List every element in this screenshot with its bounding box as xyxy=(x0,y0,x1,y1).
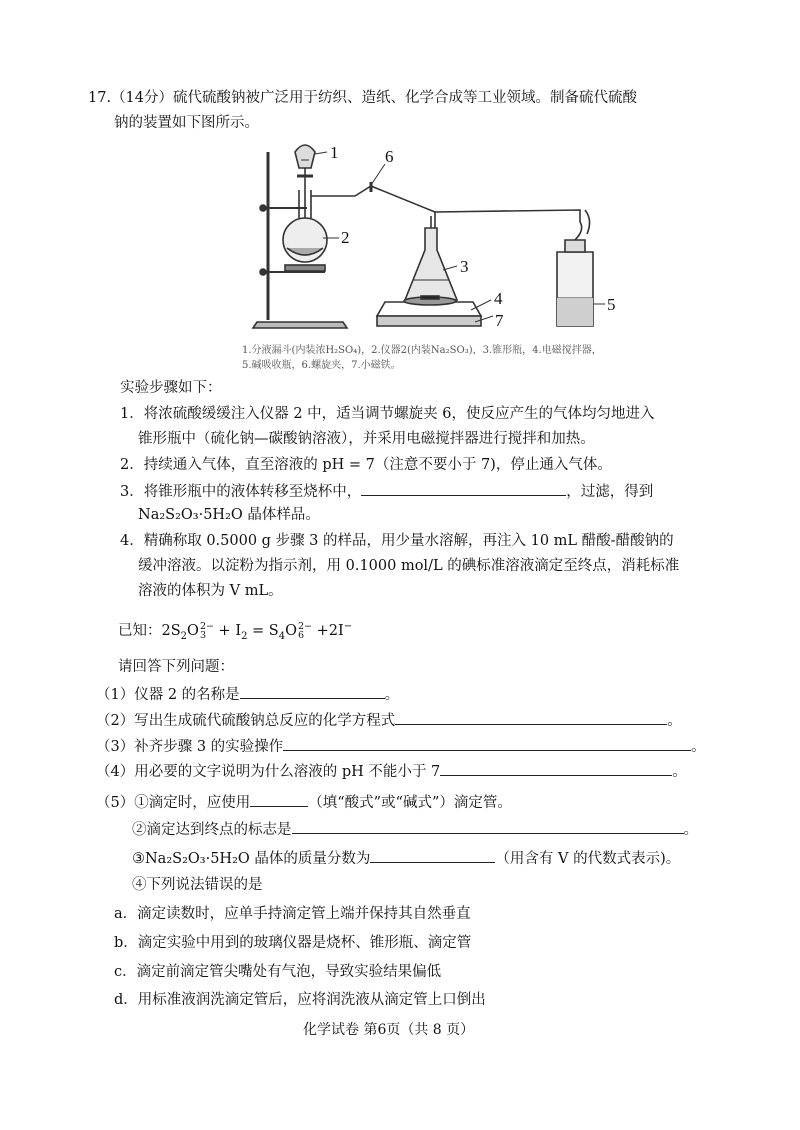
q5b-blank[interactable] xyxy=(292,818,684,834)
eq-sub: 3 xyxy=(199,630,206,641)
eq-sub: 2 xyxy=(180,630,188,642)
eq-stack-1 xyxy=(200,622,214,640)
label-2: 2 xyxy=(341,228,350,247)
eq-part: O xyxy=(187,623,199,639)
eq-part: = S xyxy=(247,623,279,639)
step-3-text-end: ，过滤，得到 xyxy=(566,484,654,500)
conical-flask xyxy=(405,228,457,300)
eq-sup: − xyxy=(343,621,353,633)
label-1: 1 xyxy=(330,143,339,162)
question-score: （14分） xyxy=(111,90,174,106)
q1-end: 。 xyxy=(384,687,400,703)
question-number: 17. xyxy=(88,90,112,106)
q5a-text: （5）①滴定时，应使用 xyxy=(96,795,251,811)
eq-part: + I xyxy=(213,623,242,639)
option-c: c．滴定前滴定管尖嘴处有气泡，导致实验结果偏低 xyxy=(114,964,442,980)
option-b: b．滴定实验中用到的玻璃仪器是烧杯、锥形瓶、滴定管 xyxy=(114,935,472,951)
step-3-blank[interactable] xyxy=(361,480,566,496)
step-1-line1: 1．将浓硫酸缓缓注入仪器 2 中，适当调节螺旋夹 6，使反应产生的气体均匀地进入 xyxy=(120,406,655,422)
q5c-text: ③Na₂S₂O₃·5H₂O 晶体的质量分数为 xyxy=(132,851,371,867)
eq-sup: 2− xyxy=(298,621,313,632)
steps-heading: 实验步骤如下： xyxy=(120,380,222,396)
eq-stack-2 xyxy=(298,622,312,640)
q5-d: ④下列说法错误的是 xyxy=(132,877,263,893)
eq-part: +2I xyxy=(312,623,344,639)
q5c-blank[interactable] xyxy=(370,847,495,863)
label-4: 4 xyxy=(494,289,503,308)
figure-caption-1: 1.分液漏斗(内装浓H₂SO₄)，2.仪器2(内装Na₂SO₃)，3.锥形瓶，4.电磁搅拌器， xyxy=(242,345,602,356)
q1-blank[interactable] xyxy=(240,683,385,699)
question-stem-line1 xyxy=(88,88,637,108)
flask-support xyxy=(285,265,325,271)
step-3-text: 3．将锥形瓶中的液体转移至烧杯中， xyxy=(120,484,362,500)
step-3-line1 xyxy=(120,480,653,502)
label-6: 6 xyxy=(385,147,394,166)
q2-text: （2）写出生成硫代硫酸钠总反应的化学方程式 xyxy=(96,713,396,729)
step-3-line2: Na₂S₂O₃·5H₂O 晶体样品。 xyxy=(138,507,320,523)
q3-text: （3）补齐步骤 3 的实验操作 xyxy=(96,739,284,755)
q3-blank[interactable] xyxy=(283,735,691,751)
eq-sub: 2 xyxy=(241,630,248,642)
step-1-line2: 锥形瓶中（硫化钠—碳酸钠溶液），并采用电磁搅拌器进行搅拌和加热。 xyxy=(138,431,595,447)
q4-end: 。 xyxy=(672,764,687,780)
q5-b xyxy=(132,818,698,840)
question-intro: 硫代硫酸钠被广泛用于纺织、造纸、化学合成等工业领域。制备硫代硫酸 xyxy=(173,90,638,106)
figure-caption-2: 5.碱吸收瓶，6.螺旋夹，7.小磁铁。 xyxy=(242,360,401,371)
stand-base xyxy=(253,322,347,328)
separatory-funnel xyxy=(295,145,315,168)
q4-text: （4）用必要的文字说明为什么溶液的 pH 不能小于 7 xyxy=(96,764,441,780)
eq-part: O xyxy=(285,623,298,639)
q5b-text: ②滴定达到终点的标志是 xyxy=(132,822,292,838)
q5a-blank[interactable] xyxy=(250,791,308,807)
q5-c xyxy=(132,847,680,869)
apparatus-figure xyxy=(235,130,625,340)
label-7: 7 xyxy=(495,311,504,330)
step-4-line1: 4．精确称取 0.5000 g 步骤 3 的样品，用少量水溶解，再注入 10 mL 醋酸-醋酸钠的 xyxy=(120,533,674,549)
q2-blank[interactable] xyxy=(395,709,667,725)
label-3: 3 xyxy=(460,257,469,276)
eq-sup: 2− xyxy=(199,621,214,632)
q1-text: （1）仪器 2 的名称是 xyxy=(96,687,240,703)
q2 xyxy=(96,709,682,731)
option-d: d．用标准液润洗滴定管后，应将润洗液从滴定管上口倒出 xyxy=(114,992,486,1008)
q4-blank[interactable] xyxy=(440,760,672,776)
known-equation xyxy=(118,621,352,641)
known-prefix: 已知： xyxy=(118,623,162,639)
q3 xyxy=(96,735,706,757)
q5b-end: 。 xyxy=(683,822,698,838)
eq-sub: 6 xyxy=(298,630,305,641)
q2-end: 。 xyxy=(667,713,682,729)
q3-end: 。 xyxy=(691,739,706,755)
q1 xyxy=(96,683,399,705)
step-2: 2．持续通入气体，直至溶液的 pH = 7（注意不要小于 7)，停止通入气体。 xyxy=(120,457,612,473)
step-4-line2: 缓冲溶液。以淀粉为指示剂，用 0.1000 mol/L 的碘标准溶液滴定至终点，消耗标准 xyxy=(138,558,680,574)
page-footer: 化学试卷 第6页（共 8 页） xyxy=(303,1022,475,1038)
q5a-text-end: （填“酸式”或“碱式”）滴定管。 xyxy=(308,795,512,811)
step-4-line3: 溶液的体积为 V mL。 xyxy=(138,583,283,599)
delivery-tube xyxy=(311,186,435,230)
question-stem-line2: 钠的装置如下图所示。 xyxy=(114,115,259,131)
option-a: a．滴定读数时，应单手持滴定管上端并保持其自然垂直 xyxy=(114,906,471,922)
q5c-text-end: （用含有 V 的代数式表示)。 xyxy=(495,851,681,867)
q5-a xyxy=(96,791,512,813)
stir-bar xyxy=(421,296,439,299)
questions-prompt: 请回答下列问题： xyxy=(118,659,234,675)
eq-sub: 4 xyxy=(278,630,286,642)
eq-part: 2S xyxy=(161,623,181,639)
label-5: 5 xyxy=(607,295,616,314)
q4 xyxy=(96,760,687,782)
